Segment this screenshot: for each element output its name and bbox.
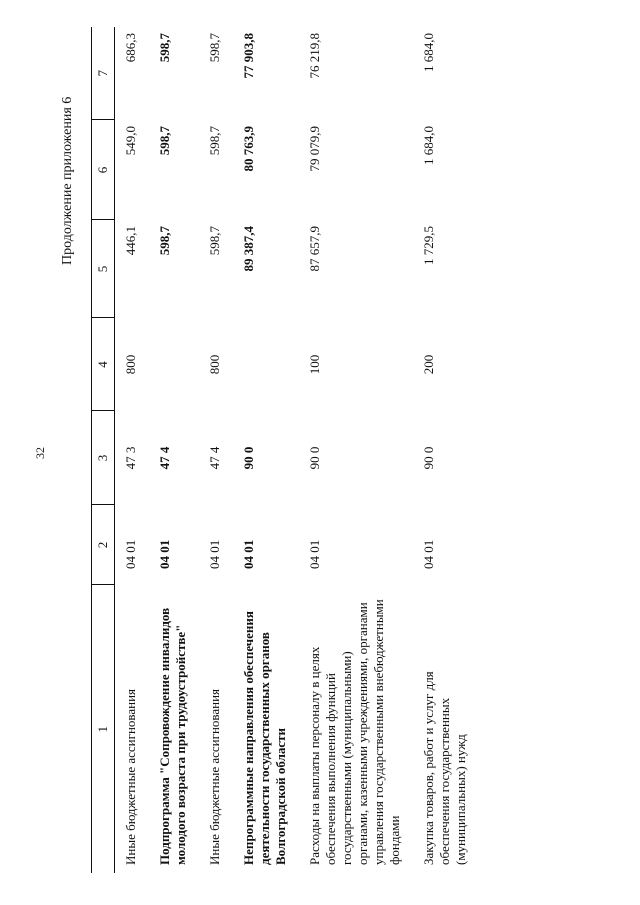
amount-col5: 598,7: [207, 226, 222, 256]
column-header-5: 5: [92, 220, 115, 318]
section-code: 04 01: [307, 539, 322, 569]
row-name: Закупка товаров, работ и услуг для обеспечения государственных (муниципальных) нужд: [421, 671, 468, 865]
target-code: 47 3: [123, 446, 138, 470]
target-code: 90 0: [421, 446, 436, 470]
section-code: 04 01: [207, 539, 222, 569]
expense-type: [149, 318, 199, 411]
amount-col5: 446,1: [123, 226, 138, 256]
amount-col6: 80 763,9: [241, 126, 256, 172]
table-row: [413, 27, 479, 873]
expense-type: 800: [207, 354, 222, 375]
expense-type: [233, 318, 299, 411]
table-header-row: [92, 27, 115, 873]
section-code: 04 01: [157, 539, 172, 569]
amount-col7: 77 903,8: [241, 33, 256, 79]
column-header-4: 4: [92, 318, 115, 411]
continuation-label: Продолжение приложения 6: [60, 96, 75, 265]
amount-col7: 598,7: [157, 33, 172, 63]
table-row: [233, 27, 299, 873]
column-header-7: 7: [92, 27, 115, 120]
amount-col5: 598,7: [157, 226, 172, 256]
amount-col7: 76 219,8: [307, 33, 322, 79]
section-code: 04 01: [241, 539, 256, 569]
budget-table: [91, 27, 479, 873]
expense-type: 800: [123, 354, 138, 375]
row-name: Иные бюджетные ассигнования: [207, 688, 222, 865]
table-row: [199, 27, 233, 873]
expense-type: 200: [421, 354, 436, 375]
amount-col5: 1 729,5: [421, 226, 436, 265]
amount-col6: 79 079,9: [307, 126, 322, 172]
target-code: 90 0: [241, 446, 256, 470]
table-row: [115, 27, 150, 873]
row-name: Непрограммные направления обеспечения деятельности государственных органов Волгоградской области: [241, 611, 288, 865]
amount-col6: 598,7: [207, 126, 222, 156]
amount-col7: 686,3: [123, 33, 138, 63]
section-code: 04 01: [421, 539, 436, 569]
expense-type: 100: [307, 354, 322, 375]
column-header-3: 3: [92, 411, 115, 505]
table-row: [149, 27, 199, 873]
section-code: 04 01: [123, 539, 138, 569]
amount-col7: 598,7: [207, 33, 222, 63]
amount-col5: 89 387,4: [241, 226, 256, 272]
target-code: 90 0: [307, 446, 322, 470]
row-name: Расходы на выплаты персоналу в целях обеспечения выполнения функций государственными (муниципальными) органами, казенными учреждениями, органами управления государственными внебюджетными фондами: [307, 599, 402, 865]
target-code: 47 4: [157, 446, 172, 470]
page-number: 32: [33, 447, 47, 459]
amount-col5: 87 657,9: [307, 226, 322, 272]
target-code: 47 4: [207, 446, 222, 470]
amount-col6: 598,7: [157, 126, 172, 156]
column-header-1: 1: [92, 585, 115, 873]
row-name: Подпрограмма "Сопровождение инвалидов молодого возраста при трудоустройстве": [157, 607, 188, 865]
amount-col7: 1 684,0: [421, 33, 436, 72]
table-row: [299, 27, 413, 873]
column-header-6: 6: [92, 120, 115, 220]
amount-col6: 549,0: [123, 126, 138, 156]
row-name: Иные бюджетные ассигнования: [123, 688, 138, 865]
amount-col6: 1 684,0: [421, 126, 436, 165]
column-header-2: 2: [92, 505, 115, 585]
